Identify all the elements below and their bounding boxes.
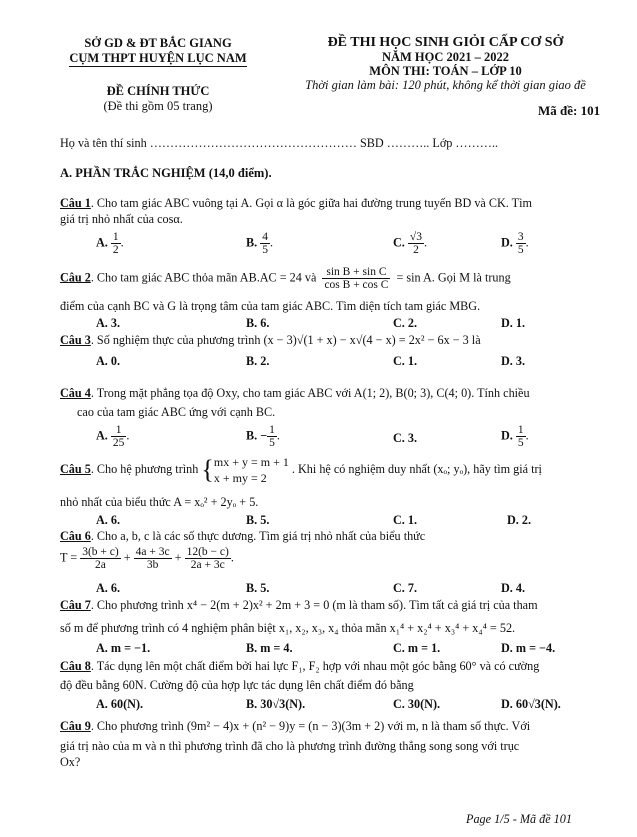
q4-choice-b[interactable]: B. − $\frac{1}{5}$ . <box>246 424 280 449</box>
question-8-text-2: độ đều bằng 60N. Cường độ của hợp lực tác dụng lên chất điểm đó bằng <box>60 678 414 692</box>
q5-choice-a[interactable]: A. 6. <box>96 513 121 527</box>
question-1-text: . Cho tam giác ABC vuông tại A. Gọi α là góc giữa hai đường trung tuyến BD và CK. Tìm <box>90 196 532 210</box>
question-4-label: Câu 4 <box>60 386 91 400</box>
q4-choice-c[interactable]: C. 3. <box>393 431 418 445</box>
page-count-note: (Đề thi gồm 05 trang) <box>103 99 213 113</box>
q2-choice-d[interactable]: D. 1. <box>501 316 526 330</box>
question-2-label: Câu 2 <box>60 270 91 285</box>
page-footer: Page 1/5 - Mã đề 101 <box>466 812 572 826</box>
q8-choice-d[interactable]: D. 60√3(N). <box>501 697 561 711</box>
question-7: Câu 7. Cho phương trình x⁴ − 2(m + 2)x² + 2m + 3 = 0 (m là tham số). Tìm tất cả giá trị của tham <box>60 598 538 612</box>
q7-choice-b[interactable]: B. m = 4. <box>246 641 293 655</box>
q8-choice-a[interactable]: A. 60(N). <box>96 697 144 711</box>
question-3-label: Câu 3 <box>60 333 91 347</box>
question-9-text-3: Ox? <box>60 755 81 769</box>
question-2: Câu 2. Cho tam giác ABC thỏa mãn AB.AC = 24 và $\frac{\text{sin B + sin C}}{\text{cos B + cos C}}$ = sin A. Gọi M là trung <box>60 266 511 291</box>
school-year: NĂM HỌC 2021 – 2022 <box>381 50 510 64</box>
exam-code: Mã đề: 101 <box>538 103 601 118</box>
section-a-title: A. PHẦN TRẮC NGHIỆM (14,0 điểm). <box>60 166 272 180</box>
header-right <box>278 36 613 92</box>
q3-choice-c[interactable]: C. 1. <box>393 354 418 368</box>
q4-choice-d[interactable]: D. $\frac{1}{5}$ . <box>501 424 529 449</box>
q4-choice-a[interactable]: A. $\frac{1}{25}$ . <box>96 424 130 449</box>
q6-choice-b[interactable]: B. 5. <box>246 581 270 595</box>
question-8: Câu 8. Tác dụng lên một chất điểm bởi hai lực F₁, F₂ hợp với nhau một góc bằng 60° và có cường <box>60 659 540 673</box>
question-1-label: Câu 1 <box>60 196 91 210</box>
q6-choice-c[interactable]: C. 7. <box>393 581 418 595</box>
q6-choice-d[interactable]: D. 4. <box>501 581 526 595</box>
exam-title: ĐỀ THI HỌC SINH GIỎI CẤP CƠ SỞ <box>327 35 564 50</box>
question-6-expression: T = $\frac{3(b + c)}{2a}$ + $\frac{4a + 3c}{3b}$ + $\frac{12(b - c)}{2a + 3c}$ . <box>60 546 234 571</box>
q1-choice-c[interactable]: C. $\frac{√3}{2}$ . <box>393 231 428 256</box>
question-5-text-2: nhỏ nhất của biểu thức A = xₒ² + 2yₒ + 5. <box>60 495 259 509</box>
header-left <box>58 36 258 114</box>
q8-choice-b[interactable]: B. 30√3(N). <box>246 697 306 711</box>
q2-choice-b[interactable]: B. 6. <box>246 316 270 330</box>
question-7-text-2: số m để phương trình có 4 nghiệm phân biệt x₁, x₂, x₃, x₄ thỏa mãn x₁⁴ + x₂⁴ + x₃⁴ + x₄⁴ = 52. <box>60 621 516 635</box>
question-6-label: Câu 6 <box>60 529 91 543</box>
q7-choice-a[interactable]: A. m = −1. <box>96 641 151 655</box>
question-3: Câu 3. Số nghiệm thực của phương trình (x − 3)√(1 + x) − x√(4 − x) = 2x² − 6x − 3 là <box>60 333 481 347</box>
q7-choice-c[interactable]: C. m = 1. <box>393 641 441 655</box>
q3-choice-a[interactable]: A. 0. <box>96 354 121 368</box>
q2-choice-a[interactable]: A. 3. <box>96 316 121 330</box>
student-info-line: Họ và tên thí sinh …………………………………………… SBD ……….. Lớp ……….. <box>60 136 499 150</box>
official-label: ĐỀ CHÍNH THỨC <box>106 84 210 98</box>
q1-choice-d[interactable]: D. $\frac{3}{5}$ . <box>501 231 529 256</box>
q5-choice-c[interactable]: C. 1. <box>393 513 418 527</box>
q2-choice-c[interactable]: C. 2. <box>393 316 418 330</box>
time-line: Thời gian làm bài: 120 phút, không kể thời gian giao đề <box>305 78 586 92</box>
q7-choice-d[interactable]: D. m = −4. <box>501 641 556 655</box>
q6-choice-a[interactable]: A. 6. <box>96 581 121 595</box>
question-9: Câu 9. Cho phương trình (9m² − 4)x + (n² − 9)y = (n − 3)(3m + 2) với m, n là tham số thực. Với <box>60 719 531 733</box>
question-4-text-2: cao của tam giác ABC ứng với cạnh BC. <box>77 405 276 419</box>
school-cluster-name: CỤM THPT HUYỆN LỤC NAM <box>69 51 247 65</box>
question-1 <box>60 196 532 211</box>
q3-choice-d[interactable]: D. 3. <box>501 354 526 368</box>
question-9-label: Câu 9 <box>60 719 91 733</box>
question-2-text-2: điểm của cạnh BC và G là trọng tâm của tam giác ABC. Tìm diện tích tam giác MBG. <box>60 299 481 313</box>
question-1-text-2: giá trị nhỏ nhất của cosα. <box>60 212 183 226</box>
question-7-label: Câu 7 <box>60 598 91 612</box>
question-6: Câu 6. Cho a, b, c là các số thực dương. Tìm giá trị nhỏ nhất của biểu thức <box>60 529 426 543</box>
q1-choice-a[interactable]: A. $\frac{1}{2}$ . <box>96 231 124 256</box>
q5-choice-b[interactable]: B. 5. <box>246 513 270 527</box>
question-8-label: Câu 8 <box>60 659 91 673</box>
q5-choice-d[interactable]: D. 2. <box>507 513 532 527</box>
question-5: Câu 5. Cho hệ phương trình { mx + y = m + 1 x + my = 2 . Khi hệ có nghiệm duy nhất (xₒ; yₒ), hãy tìm giá trị <box>60 455 542 485</box>
subject-line: MÔN THI: TOÁN – LỚP 10 <box>369 64 522 78</box>
q1-choice-b[interactable]: B. $\frac{4}{5}$ . <box>246 231 274 256</box>
department-name: SỞ GD & ĐT BẮC GIANG <box>84 36 232 50</box>
question-9-text-2: giá trị nào của m và n thì phương trình đã cho là phương trình đường thẳng song song với trục <box>60 739 520 753</box>
question-4: Câu 4. Trong mặt phẳng tọa độ Oxy, cho tam giác ABC với A(1; 2), B(0; 3), C(4; 0). Tính chiều <box>60 386 530 400</box>
q8-choice-c[interactable]: C. 30(N). <box>393 697 441 711</box>
q3-choice-b[interactable]: B. 2. <box>246 354 270 368</box>
question-5-label: Câu 5 <box>60 461 91 476</box>
